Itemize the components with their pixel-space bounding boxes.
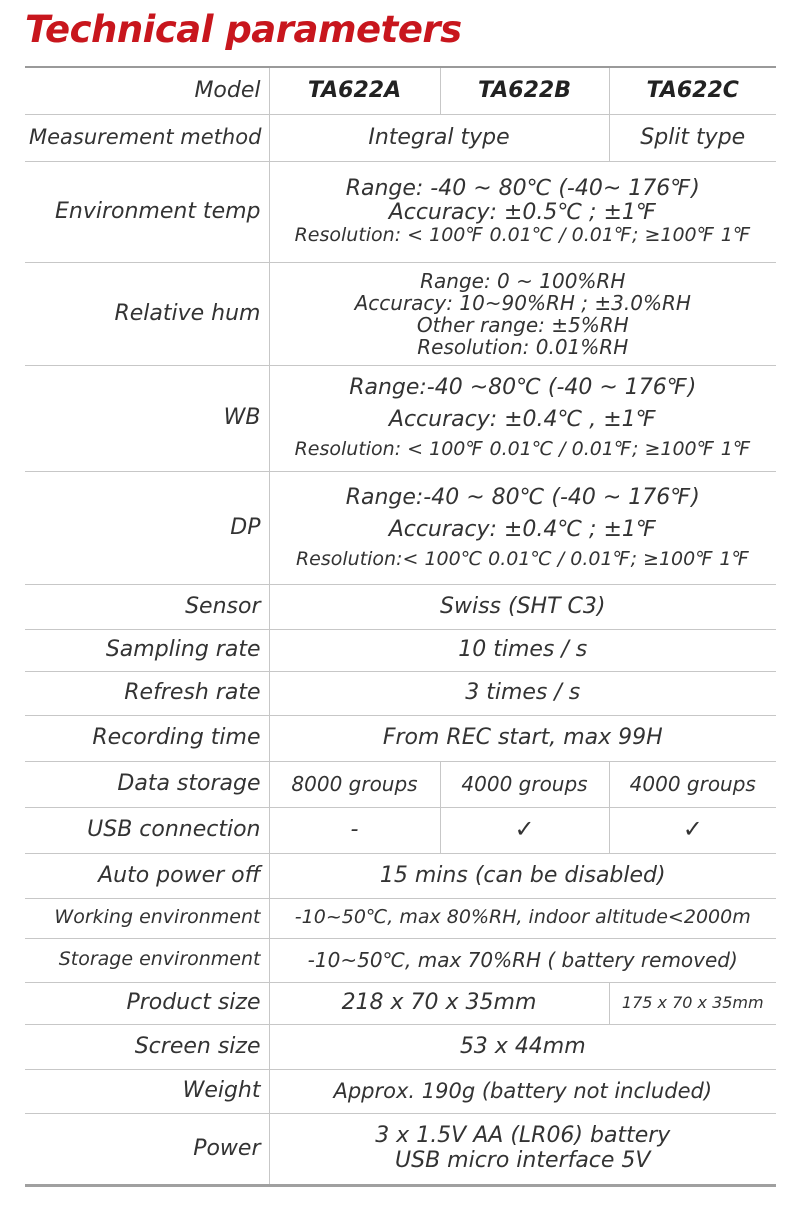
row-product-size [25,982,776,1024]
wb-value [269,365,776,471]
row-recording-time [25,715,776,761]
row-label: Model [25,67,269,114]
product-size-c: 175 x 70 x 35mm [609,982,776,1024]
row-measurement-method [25,114,776,161]
row-wb [25,365,776,471]
row-screen-size [25,1024,776,1069]
row-label: Weight [25,1069,269,1113]
recording-time-value: From REC start, max 99H [269,715,776,761]
check-icon: ✓ [440,807,609,853]
row-data-storage [25,761,776,807]
relative-hum-value [269,262,776,365]
usb-a: - [269,807,440,853]
row-label: Power [25,1113,269,1185]
model-a: TA622A [269,67,440,114]
hum-other: Other range: ±5%RH [416,312,629,337]
row-label: Product size [25,982,269,1024]
wb-range: Range:-40 ~80℃ (-40 ~ 176℉) [349,375,697,401]
row-sensor [25,584,776,629]
wb-accuracy: Accuracy: ±0.4℃ , ±1℉ [388,407,657,433]
row-dp [25,471,776,584]
row-relative-hum [25,262,776,365]
power-usb: USB micro interface 5V [395,1147,651,1173]
storage-a: 8000 groups [269,761,440,807]
power-battery: 3 x 1.5V AA (LR06) battery [375,1123,671,1149]
row-sampling-rate [25,629,776,671]
sampling-rate-value: 10 times / s [269,629,776,671]
row-refresh-rate [25,671,776,715]
dp-accuracy: Accuracy: ±0.4℃ ; ±1℉ [388,516,657,542]
screen-size-value: 53 x 44mm [269,1024,776,1069]
wb-resolution: Resolution: < 100℉ 0.01℃ / 0.01℉; ≥100℉ 1℉ [294,438,751,461]
page-title: Technical parameters [25,8,462,51]
row-label: Data storage [25,761,269,807]
refresh-rate-value: 3 times / s [269,671,776,715]
row-label: Sampling rate [25,629,269,671]
row-usb-connection [25,807,776,853]
product-size-ab: 218 x 70 x 35mm [269,982,609,1024]
model-c: TA622C [609,67,776,114]
row-storage-environment [25,938,776,982]
storage-environment-value: -10~50℃, max 70%RH ( battery removed) [269,938,776,982]
weight-value: Approx. 190g (battery not included) [269,1069,776,1113]
row-label: Auto power off [25,853,269,898]
sensor-value: Swiss (SHT C3) [269,584,776,629]
hum-resolution: Resolution: 0.01%RH [417,334,629,359]
row-label: DP [25,471,269,584]
storage-b: 4000 groups [440,761,609,807]
row-label: Recording time [25,715,269,761]
dp-range: Range:-40 ~ 80℃ (-40 ~ 176℉) [345,484,700,510]
dp-value [269,471,776,584]
working-environment-value: -10~50℃, max 80%RH, indoor altitude<2000m [269,898,776,938]
measurement-integral: Integral type [269,114,609,161]
row-auto-power-off [25,853,776,898]
row-label: Relative hum [25,262,269,365]
dp-resolution: Resolution:< 100℃ 0.01℃ / 0.01℉; ≥100℉ 1℉ [295,547,750,570]
env-accuracy: Accuracy: ±0.5℃ ; ±1℉ [388,200,657,226]
hum-range: Range: 0 ~ 100%RH [420,268,626,293]
check-icon: ✓ [609,807,776,853]
row-working-environment [25,898,776,938]
env-resolution: Resolution: < 100℉ 0.01℃ / 0.01℉; ≥100℉ 1℉ [294,224,751,247]
env-range: Range: -40 ~ 80℃ (-40~ 176℉) [345,175,700,201]
row-label: Storage environment [25,938,269,982]
row-label: Sensor [25,584,269,629]
storage-c: 4000 groups [609,761,776,807]
measurement-split: Split type [609,114,776,161]
hum-accuracy: Accuracy: 10~90%RH ; ±3.0%RH [354,290,691,315]
row-label: Working environment [25,898,269,938]
environment-temp-value [269,161,776,262]
power-value [269,1113,776,1185]
row-weight [25,1069,776,1113]
row-label: Environment temp [25,161,269,262]
row-label: WB [25,365,269,471]
row-label: Screen size [25,1024,269,1069]
auto-power-off-value: 15 mins (can be disabled) [269,853,776,898]
row-environment-temp [25,161,776,262]
row-power [25,1113,776,1185]
row-model [25,67,776,114]
row-label: USB connection [25,807,269,853]
model-b: TA622B [440,67,609,114]
row-label: Refresh rate [25,671,269,715]
row-label: Measurement method [25,114,269,161]
spec-table [25,66,776,1187]
